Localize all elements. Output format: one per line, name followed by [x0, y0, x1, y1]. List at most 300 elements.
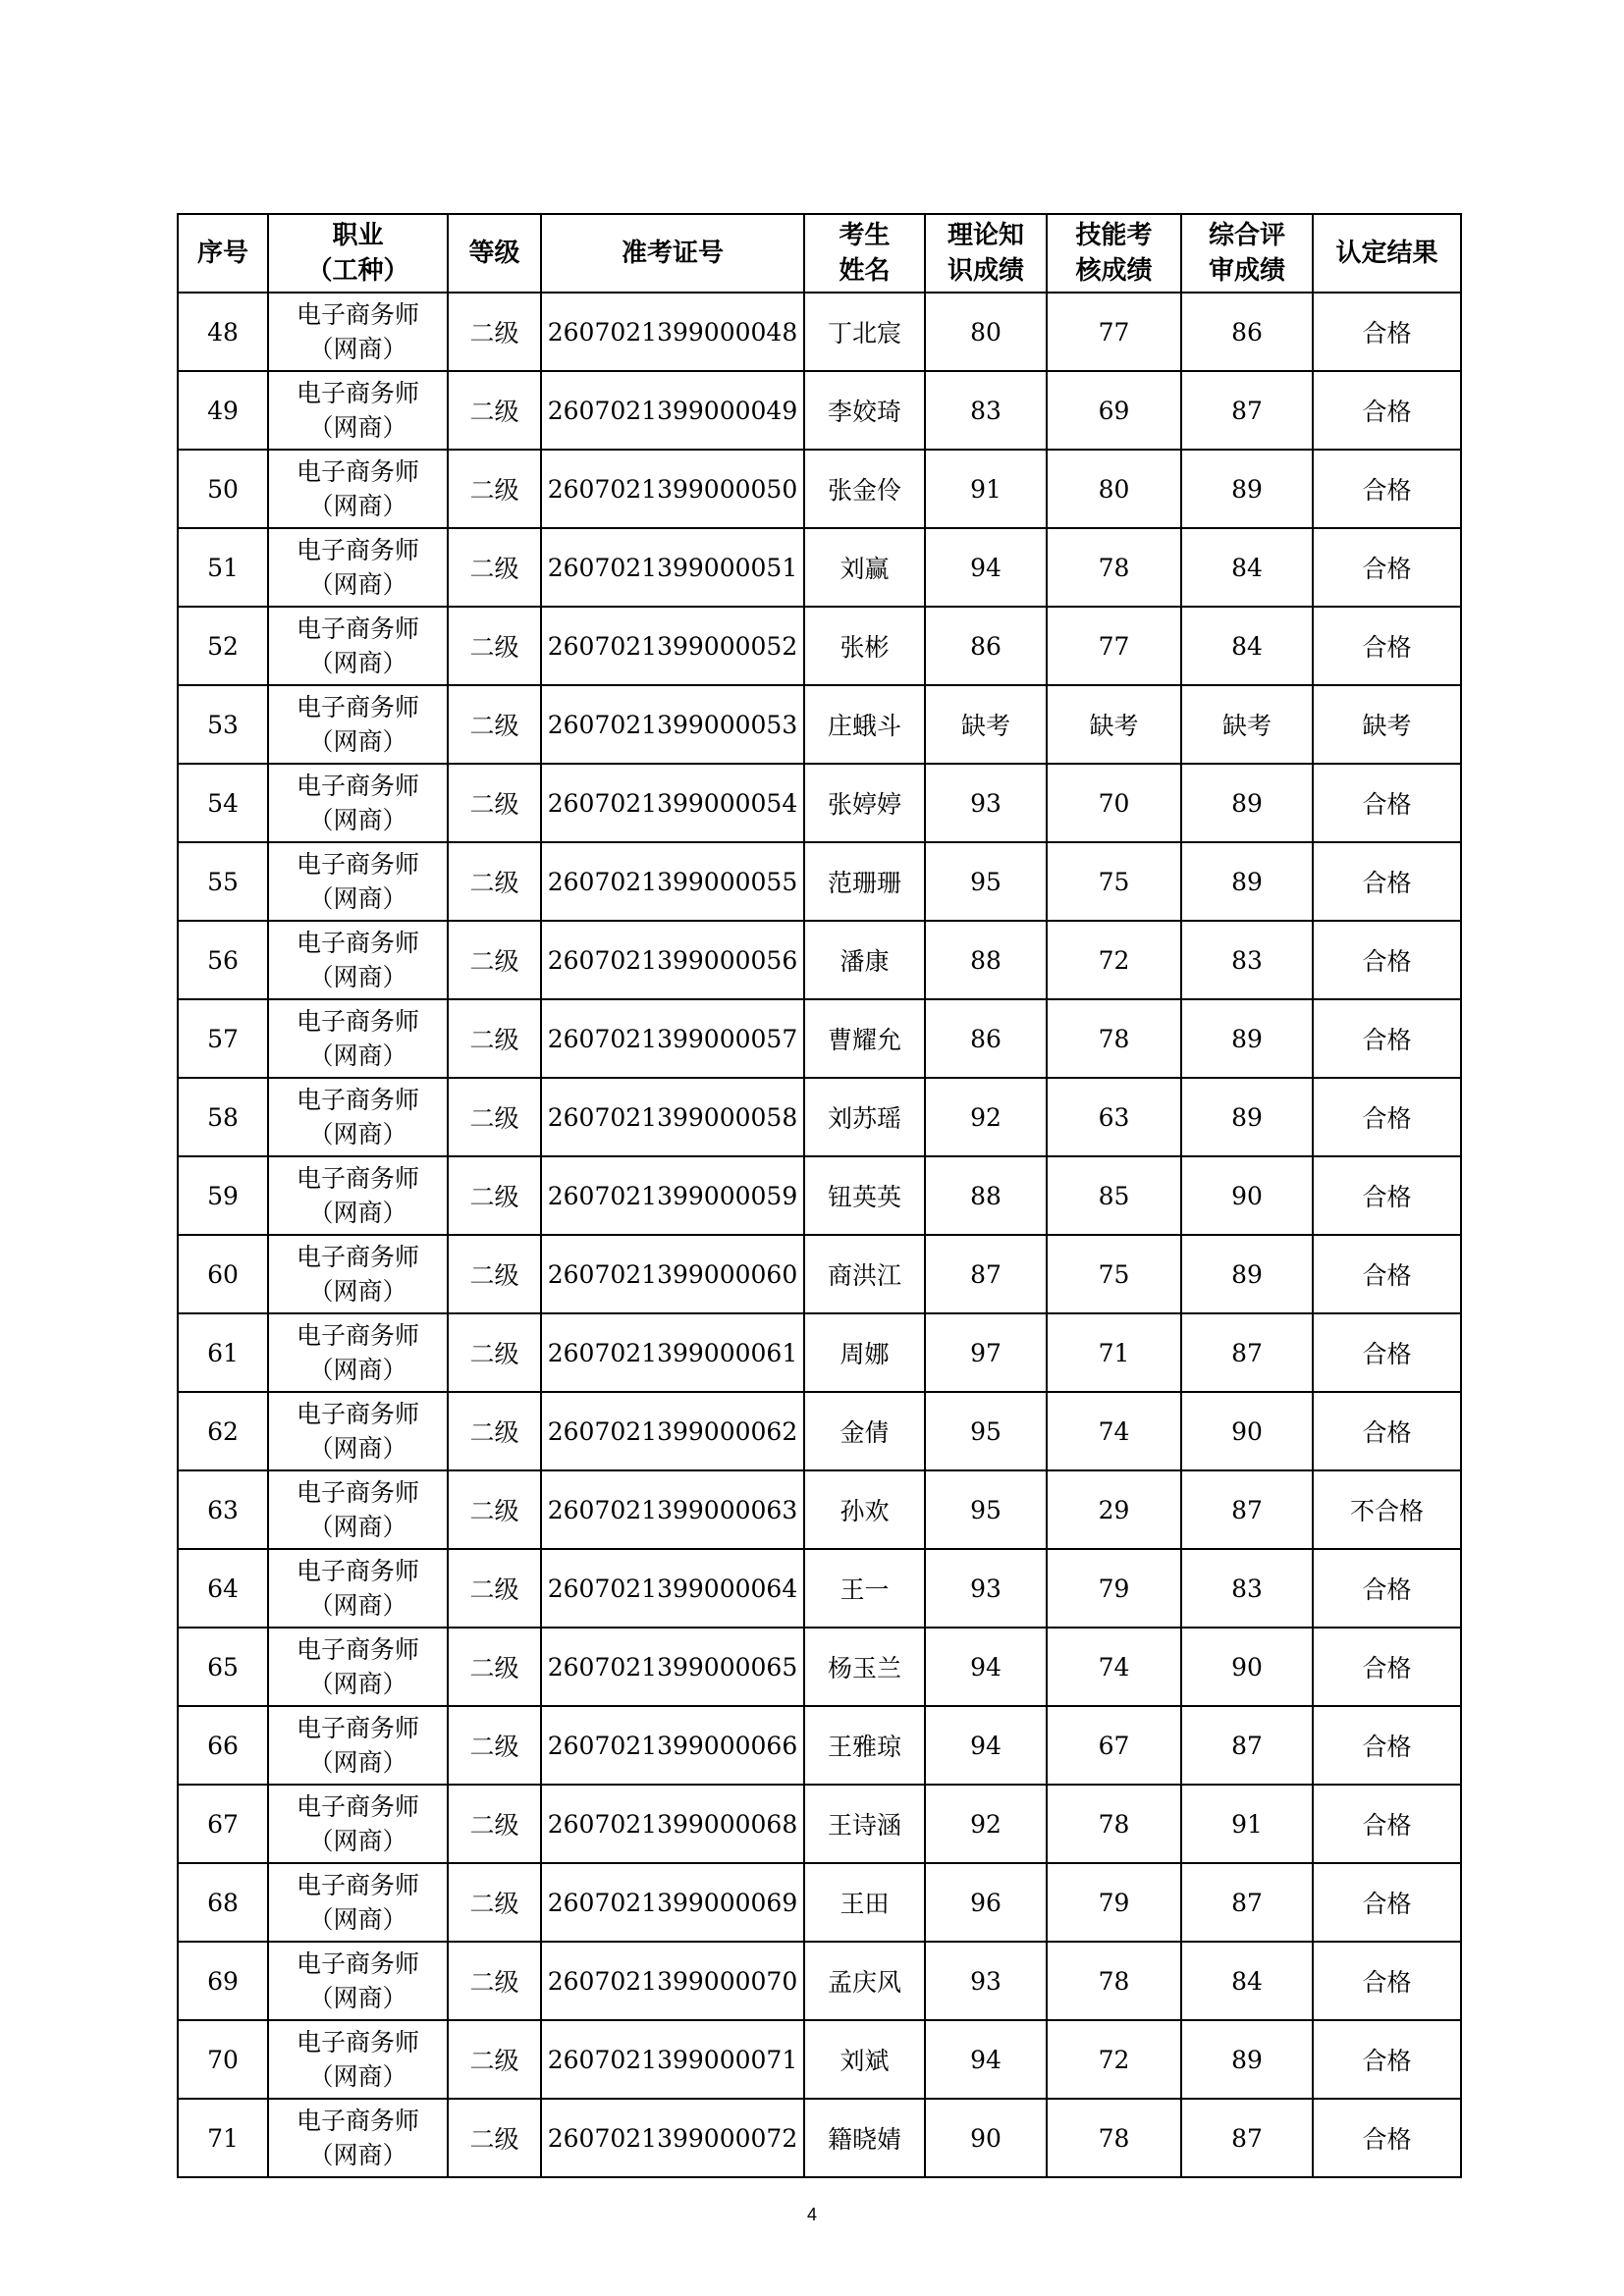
occupation-type: （网商）	[308, 649, 407, 677]
table-row	[178, 1470, 1461, 1549]
level-cell: 二级	[448, 1156, 541, 1235]
occupation-cell	[268, 764, 448, 842]
result-cell: 合格	[1313, 2020, 1461, 2099]
occupation-type: （网商）	[308, 1041, 407, 1070]
occupation-type: （网商）	[308, 1591, 407, 1620]
ticket-number-cell: 2607021399000061	[541, 1313, 804, 1392]
ticket-number-cell: 2607021399000059	[541, 1156, 804, 1235]
seq-cell: 50	[178, 450, 268, 528]
skill-score-cell: 63	[1047, 1078, 1181, 1156]
candidate-name-cell: 王田	[804, 1863, 925, 1942]
level-cell: 二级	[448, 1785, 541, 1863]
ticket-number-cell: 2607021399000060	[541, 1235, 804, 1313]
occupation-cell	[268, 921, 448, 999]
candidate-name-cell: 王诗涵	[804, 1785, 925, 1863]
result-cell: 合格	[1313, 1549, 1461, 1628]
seq-cell: 65	[178, 1628, 268, 1706]
level-cell: 二级	[448, 842, 541, 921]
occupation-name: 电子商务师	[296, 1400, 419, 1428]
occupation-type: （网商）	[308, 492, 407, 520]
review-score-cell: 89	[1181, 450, 1313, 528]
table-row	[178, 450, 1461, 528]
skill-score-cell: 80	[1047, 450, 1181, 528]
header-text: 理论知	[947, 221, 1024, 250]
theory-score-cell: 93	[925, 1549, 1047, 1628]
theory-score-cell: 94	[925, 1706, 1047, 1785]
candidate-name-cell: 张婷婷	[804, 764, 925, 842]
theory-score-cell: 92	[925, 1078, 1047, 1156]
occupation-type: （网商）	[308, 884, 407, 913]
header-text: 等级	[468, 239, 520, 268]
header-text: 准考证号	[621, 239, 724, 268]
skill-score-cell: 67	[1047, 1706, 1181, 1785]
skill-score-cell: 85	[1047, 1156, 1181, 1235]
seq-cell: 48	[178, 293, 268, 371]
occupation-name: 电子商务师	[296, 2028, 419, 2056]
candidate-name-cell: 孙欢	[804, 1470, 925, 1549]
result-cell: 合格	[1313, 1942, 1461, 2020]
theory-score-cell: 86	[925, 999, 1047, 1078]
seq-cell: 57	[178, 999, 268, 1078]
occupation-type: （网商）	[308, 2062, 407, 2091]
skill-score-cell: 缺考	[1047, 685, 1181, 764]
occupation-name: 电子商务师	[296, 1949, 419, 1978]
skill-score-cell: 72	[1047, 2020, 1181, 2099]
skill-score-cell: 78	[1047, 999, 1181, 1078]
result-cell: 合格	[1313, 1628, 1461, 1706]
level-cell: 二级	[448, 607, 541, 685]
occupation-name: 电子商务师	[296, 1635, 419, 1664]
review-score-cell: 90	[1181, 1156, 1313, 1235]
occupation-type: （网商）	[308, 963, 407, 991]
review-score-cell: 83	[1181, 1549, 1313, 1628]
occupation-cell	[268, 1470, 448, 1549]
seq-cell: 63	[178, 1470, 268, 1549]
skill-score-cell: 74	[1047, 1628, 1181, 1706]
occupation-cell	[268, 1706, 448, 1785]
theory-score-cell: 94	[925, 1628, 1047, 1706]
theory-score-cell: 87	[925, 1235, 1047, 1313]
table-row	[178, 607, 1461, 685]
level-cell: 二级	[448, 1392, 541, 1470]
candidate-name-cell: 张彬	[804, 607, 925, 685]
occupation-cell	[268, 1549, 448, 1628]
review-score-cell: 84	[1181, 607, 1313, 685]
skill-score-cell: 77	[1047, 293, 1181, 371]
candidate-name-cell: 范珊珊	[804, 842, 925, 921]
review-score-cell: 缺考	[1181, 685, 1313, 764]
theory-score-cell: 96	[925, 1863, 1047, 1942]
ticket-number-cell: 2607021399000071	[541, 2020, 804, 2099]
header-theory-score	[925, 214, 1047, 293]
page-number: 4	[806, 2205, 817, 2224]
occupation-type: （网商）	[308, 1827, 407, 1855]
occupation-cell	[268, 450, 448, 528]
ticket-number-cell: 2607021399000068	[541, 1785, 804, 1863]
occupation-name: 电子商务师	[296, 850, 419, 879]
occupation-cell	[268, 2099, 448, 2177]
seq-cell: 56	[178, 921, 268, 999]
level-cell: 二级	[448, 1078, 541, 1156]
ticket-number-cell: 2607021399000049	[541, 371, 804, 450]
result-cell: 合格	[1313, 528, 1461, 607]
result-cell: 合格	[1313, 764, 1461, 842]
level-cell: 二级	[448, 1470, 541, 1549]
table-row	[178, 2099, 1461, 2177]
seq-cell: 69	[178, 1942, 268, 2020]
level-cell: 二级	[448, 764, 541, 842]
header-text: （工种）	[306, 256, 409, 286]
result-cell: 合格	[1313, 371, 1461, 450]
result-cell: 合格	[1313, 921, 1461, 999]
occupation-name: 电子商务师	[296, 1714, 419, 1742]
result-cell: 合格	[1313, 293, 1461, 371]
ticket-number-cell: 2607021399000064	[541, 1549, 804, 1628]
header-occupation	[268, 214, 448, 293]
occupation-type: （网商）	[308, 806, 407, 834]
review-score-cell: 87	[1181, 1706, 1313, 1785]
level-cell: 二级	[448, 1235, 541, 1313]
seq-cell: 51	[178, 528, 268, 607]
table-row	[178, 1313, 1461, 1392]
level-cell: 二级	[448, 999, 541, 1078]
candidate-name-cell: 周娜	[804, 1313, 925, 1392]
header-text: 姓名	[839, 256, 891, 286]
occupation-type: （网商）	[308, 335, 407, 363]
review-score-cell: 87	[1181, 1313, 1313, 1392]
skill-score-cell: 72	[1047, 921, 1181, 999]
seq-cell: 53	[178, 685, 268, 764]
occupation-cell	[268, 1863, 448, 1942]
ticket-number-cell: 2607021399000070	[541, 1942, 804, 2020]
header-text: 技能考	[1075, 221, 1153, 250]
table-row	[178, 1235, 1461, 1313]
occupation-name: 电子商务师	[296, 2107, 419, 2135]
occupation-cell	[268, 2020, 448, 2099]
ticket-number-cell: 2607021399000053	[541, 685, 804, 764]
ticket-number-cell: 2607021399000063	[541, 1470, 804, 1549]
theory-score-cell: 88	[925, 1156, 1047, 1235]
occupation-type: （网商）	[308, 1356, 407, 1384]
result-cell: 不合格	[1313, 1470, 1461, 1549]
occupation-type: （网商）	[308, 1120, 407, 1148]
seq-cell: 55	[178, 842, 268, 921]
header-ticket-number	[541, 214, 804, 293]
occupation-name: 电子商务师	[296, 1321, 419, 1350]
occupation-name: 电子商务师	[296, 457, 419, 486]
occupation-type: （网商）	[308, 570, 407, 599]
skill-score-cell: 77	[1047, 607, 1181, 685]
result-cell: 缺考	[1313, 685, 1461, 764]
skill-score-cell: 29	[1047, 1470, 1181, 1549]
candidate-name-cell: 李姣琦	[804, 371, 925, 450]
level-cell: 二级	[448, 1706, 541, 1785]
skill-score-cell: 69	[1047, 371, 1181, 450]
occupation-type: （网商）	[308, 413, 407, 442]
skill-score-cell: 70	[1047, 764, 1181, 842]
header-skill-score	[1047, 214, 1181, 293]
header-candidate-name	[804, 214, 925, 293]
review-score-cell: 89	[1181, 2020, 1313, 2099]
result-cell: 合格	[1313, 1235, 1461, 1313]
level-cell: 二级	[448, 1549, 541, 1628]
review-score-cell: 87	[1181, 371, 1313, 450]
occupation-name: 电子商务师	[296, 1792, 419, 1821]
theory-score-cell: 88	[925, 921, 1047, 999]
skill-score-cell: 75	[1047, 842, 1181, 921]
review-score-cell: 89	[1181, 764, 1313, 842]
ticket-number-cell: 2607021399000069	[541, 1863, 804, 1942]
occupation-name: 电子商务师	[296, 1086, 419, 1114]
level-cell: 二级	[448, 371, 541, 450]
table-row	[178, 685, 1461, 764]
candidate-name-cell: 庄蛾斗	[804, 685, 925, 764]
skill-score-cell: 79	[1047, 1549, 1181, 1628]
theory-score-cell: 92	[925, 1785, 1047, 1863]
occupation-cell	[268, 1628, 448, 1706]
seq-cell: 70	[178, 2020, 268, 2099]
header-text: 核成绩	[1075, 256, 1153, 286]
occupation-type: （网商）	[308, 1434, 407, 1463]
candidate-name-cell: 刘赢	[804, 528, 925, 607]
table-row	[178, 1628, 1461, 1706]
level-cell: 二级	[448, 1942, 541, 2020]
review-score-cell: 84	[1181, 528, 1313, 607]
table-row	[178, 1549, 1461, 1628]
occupation-cell	[268, 999, 448, 1078]
result-cell: 合格	[1313, 1156, 1461, 1235]
theory-score-cell: 93	[925, 764, 1047, 842]
occupation-name: 电子商务师	[296, 1164, 419, 1193]
level-cell: 二级	[448, 293, 541, 371]
candidate-name-cell: 孟庆风	[804, 1942, 925, 2020]
seq-cell: 66	[178, 1706, 268, 1785]
theory-score-cell: 缺考	[925, 685, 1047, 764]
table-row	[178, 293, 1461, 371]
candidate-name-cell: 曹耀允	[804, 999, 925, 1078]
occupation-cell	[268, 1313, 448, 1392]
occupation-name: 电子商务师	[296, 929, 419, 957]
ticket-number-cell: 2607021399000062	[541, 1392, 804, 1470]
skill-score-cell: 78	[1047, 1785, 1181, 1863]
table-row	[178, 1785, 1461, 1863]
header-text: 综合评	[1208, 221, 1285, 250]
ticket-number-cell: 2607021399000048	[541, 293, 804, 371]
result-cell: 合格	[1313, 999, 1461, 1078]
header-text: 认定结果	[1335, 239, 1438, 268]
seq-cell: 67	[178, 1785, 268, 1863]
theory-score-cell: 94	[925, 528, 1047, 607]
occupation-name: 电子商务师	[296, 1871, 419, 1899]
occupation-name: 电子商务师	[296, 536, 419, 564]
theory-score-cell: 83	[925, 371, 1047, 450]
seq-cell: 54	[178, 764, 268, 842]
theory-score-cell: 95	[925, 842, 1047, 921]
level-cell: 二级	[448, 1313, 541, 1392]
ticket-number-cell: 2607021399000050	[541, 450, 804, 528]
skill-score-cell: 78	[1047, 2099, 1181, 2177]
occupation-name: 电子商务师	[296, 693, 419, 721]
occupation-cell	[268, 1078, 448, 1156]
level-cell: 二级	[448, 450, 541, 528]
header-result	[1313, 214, 1461, 293]
skill-score-cell: 75	[1047, 1235, 1181, 1313]
table-row	[178, 921, 1461, 999]
candidate-name-cell: 刘苏瑶	[804, 1078, 925, 1156]
occupation-cell	[268, 1942, 448, 2020]
table-row	[178, 1392, 1461, 1470]
occupation-type: （网商）	[308, 2141, 407, 2169]
header-text: 序号	[196, 239, 248, 268]
table-row	[178, 1863, 1461, 1942]
occupation-name: 电子商务师	[296, 1557, 419, 1585]
occupation-name: 电子商务师	[296, 772, 419, 800]
table-row	[178, 1078, 1461, 1156]
header-seq	[178, 214, 268, 293]
occupation-cell	[268, 842, 448, 921]
ticket-number-cell: 2607021399000065	[541, 1628, 804, 1706]
ticket-number-cell: 2607021399000066	[541, 1706, 804, 1785]
ticket-number-cell: 2607021399000051	[541, 528, 804, 607]
occupation-name: 电子商务师	[296, 1478, 419, 1507]
review-score-cell: 84	[1181, 1942, 1313, 2020]
skill-score-cell: 74	[1047, 1392, 1181, 1470]
table-row	[178, 1942, 1461, 2020]
candidate-name-cell: 王一	[804, 1549, 925, 1628]
ticket-number-cell: 2607021399000054	[541, 764, 804, 842]
candidate-name-cell: 王雅琼	[804, 1706, 925, 1785]
level-cell: 二级	[448, 1863, 541, 1942]
occupation-name: 电子商务师	[296, 379, 419, 407]
theory-score-cell: 86	[925, 607, 1047, 685]
level-cell: 二级	[448, 921, 541, 999]
header-review-score	[1181, 214, 1313, 293]
seq-cell: 49	[178, 371, 268, 450]
review-score-cell: 83	[1181, 921, 1313, 999]
candidate-name-cell: 籍晓婧	[804, 2099, 925, 2177]
ticket-number-cell: 2607021399000072	[541, 2099, 804, 2177]
ticket-number-cell: 2607021399000052	[541, 607, 804, 685]
review-score-cell: 87	[1181, 1863, 1313, 1942]
review-score-cell: 87	[1181, 1470, 1313, 1549]
result-cell: 合格	[1313, 1392, 1461, 1470]
seq-cell: 58	[178, 1078, 268, 1156]
candidate-name-cell: 刘斌	[804, 2020, 925, 2099]
occupation-cell	[268, 293, 448, 371]
header-text: 审成绩	[1208, 256, 1285, 286]
candidate-name-cell: 丁北宸	[804, 293, 925, 371]
skill-score-cell: 78	[1047, 528, 1181, 607]
seq-cell: 60	[178, 1235, 268, 1313]
occupation-name: 电子商务师	[296, 300, 419, 329]
theory-score-cell: 93	[925, 1942, 1047, 2020]
table-header-row	[178, 214, 1461, 293]
occupation-name: 电子商务师	[296, 1243, 419, 1271]
ticket-number-cell: 2607021399000055	[541, 842, 804, 921]
review-score-cell: 86	[1181, 293, 1313, 371]
occupation-cell	[268, 371, 448, 450]
theory-score-cell: 90	[925, 2099, 1047, 2177]
review-score-cell: 91	[1181, 1785, 1313, 1863]
theory-score-cell: 95	[925, 1470, 1047, 1549]
seq-cell: 71	[178, 2099, 268, 2177]
occupation-cell	[268, 1785, 448, 1863]
review-score-cell: 89	[1181, 842, 1313, 921]
results-table	[177, 213, 1462, 2178]
seq-cell: 68	[178, 1863, 268, 1942]
occupation-type: （网商）	[308, 1277, 407, 1306]
result-cell: 合格	[1313, 1078, 1461, 1156]
result-cell: 合格	[1313, 607, 1461, 685]
review-score-cell: 87	[1181, 2099, 1313, 2177]
occupation-type: （网商）	[308, 727, 407, 756]
occupation-name: 电子商务师	[296, 1007, 419, 1036]
candidate-name-cell: 杨玉兰	[804, 1628, 925, 1706]
header-level	[448, 214, 541, 293]
review-score-cell: 89	[1181, 1078, 1313, 1156]
seq-cell: 59	[178, 1156, 268, 1235]
level-cell: 二级	[448, 2099, 541, 2177]
header-text: 考生	[839, 221, 891, 250]
review-score-cell: 89	[1181, 999, 1313, 1078]
occupation-type: （网商）	[308, 1905, 407, 1934]
ticket-number-cell: 2607021399000058	[541, 1078, 804, 1156]
theory-score-cell: 80	[925, 293, 1047, 371]
level-cell: 二级	[448, 2020, 541, 2099]
seq-cell: 64	[178, 1549, 268, 1628]
result-cell: 合格	[1313, 1863, 1461, 1942]
candidate-name-cell: 潘康	[804, 921, 925, 999]
skill-score-cell: 79	[1047, 1863, 1181, 1942]
occupation-cell	[268, 1392, 448, 1470]
table-row	[178, 842, 1461, 921]
occupation-name: 电子商务师	[296, 614, 419, 643]
ticket-number-cell: 2607021399000056	[541, 921, 804, 999]
occupation-cell	[268, 685, 448, 764]
theory-score-cell: 95	[925, 1392, 1047, 1470]
review-score-cell: 90	[1181, 1628, 1313, 1706]
table-row	[178, 764, 1461, 842]
table-row	[178, 2020, 1461, 2099]
candidate-name-cell: 钮英英	[804, 1156, 925, 1235]
header-text: 识成绩	[947, 256, 1024, 286]
theory-score-cell: 94	[925, 2020, 1047, 2099]
result-cell: 合格	[1313, 2099, 1461, 2177]
theory-score-cell: 97	[925, 1313, 1047, 1392]
occupation-type: （网商）	[308, 1670, 407, 1698]
table-row	[178, 999, 1461, 1078]
candidate-name-cell: 商洪江	[804, 1235, 925, 1313]
occupation-cell	[268, 607, 448, 685]
review-score-cell: 90	[1181, 1392, 1313, 1470]
candidate-name-cell: 金倩	[804, 1392, 925, 1470]
table-row	[178, 371, 1461, 450]
result-cell: 合格	[1313, 1313, 1461, 1392]
occupation-cell	[268, 1156, 448, 1235]
skill-score-cell: 71	[1047, 1313, 1181, 1392]
seq-cell: 62	[178, 1392, 268, 1470]
occupation-cell	[268, 528, 448, 607]
ticket-number-cell: 2607021399000057	[541, 999, 804, 1078]
header-text: 职业	[332, 221, 384, 250]
table-row	[178, 1706, 1461, 1785]
skill-score-cell: 78	[1047, 1942, 1181, 2020]
result-cell: 合格	[1313, 842, 1461, 921]
table-row	[178, 528, 1461, 607]
theory-score-cell: 91	[925, 450, 1047, 528]
level-cell: 二级	[448, 1628, 541, 1706]
review-score-cell: 89	[1181, 1235, 1313, 1313]
